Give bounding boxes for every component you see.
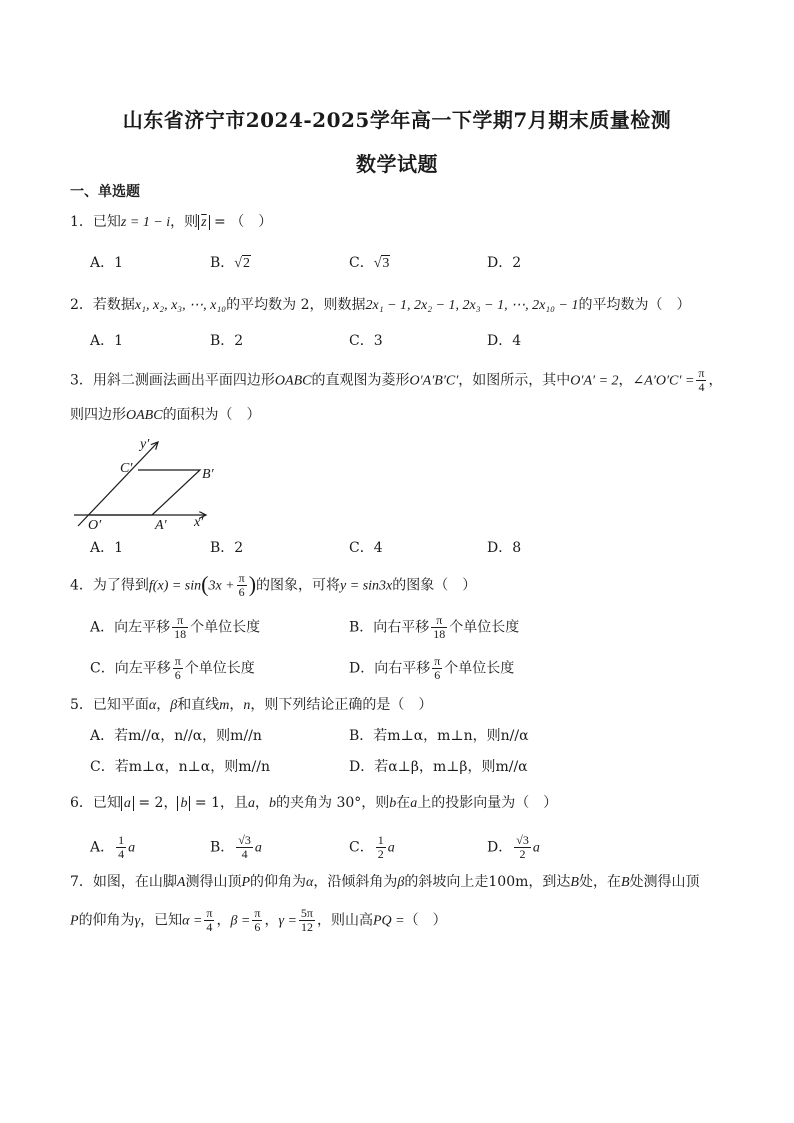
abs-vector-a: a xyxy=(121,796,134,811)
option-label: D． xyxy=(487,839,513,856)
question-text: ，则 xyxy=(170,214,199,230)
paren-right: ) xyxy=(248,571,257,597)
question-text: 则四边形 xyxy=(70,407,126,423)
sqrt-sign: √ xyxy=(373,256,382,271)
option-d[interactable] xyxy=(487,834,540,861)
separator: ， xyxy=(264,912,279,929)
question-text: 的斜坡向上走100m，到达 xyxy=(404,874,571,890)
denominator: 2 xyxy=(377,847,384,861)
option-text: C．向左平移 xyxy=(90,660,171,677)
question-text: ， xyxy=(618,372,633,389)
exam-title: 山东省济宁市2024-2025学年高一下学期7月期末质量检测 xyxy=(122,108,672,132)
option-text: A．向左平移 xyxy=(90,619,171,636)
option-a[interactable] xyxy=(90,614,260,641)
numerator: π xyxy=(698,366,705,380)
question-text: ，则山高 xyxy=(316,912,373,929)
question-text: 上的投影向量为（ ） xyxy=(417,795,558,811)
denominator: 12 xyxy=(300,920,313,934)
paren-left: ( xyxy=(201,571,209,597)
option-d[interactable]: D．若α⊥β，m⊥β，则m//α xyxy=(349,759,528,775)
option-c[interactable]: C．4 xyxy=(349,540,383,556)
option-b[interactable] xyxy=(210,253,251,274)
option-label: C． xyxy=(349,255,374,271)
option-text: B．向右平移 xyxy=(349,619,430,636)
question-number: 1． xyxy=(70,214,93,230)
denominator: 18 xyxy=(174,627,187,641)
option-c[interactable] xyxy=(90,655,255,682)
y-axis xyxy=(78,442,158,526)
abs-conj-z: $\overline{z}$ xyxy=(198,215,209,230)
question-text: = （ ） xyxy=(209,214,273,230)
point-a: A xyxy=(176,875,186,890)
quad-name: OABC xyxy=(126,408,163,423)
data-set-2: 2x₁ − 1, 2x₂ − 1, 2x₃ − 1, ⋯, 2x₁₀ − 1 xyxy=(365,298,579,313)
option-d[interactable] xyxy=(349,655,514,682)
option-text: D．向右平移 xyxy=(349,660,431,677)
separator: ， xyxy=(156,697,171,713)
vector-b: b xyxy=(389,796,397,811)
question-2 xyxy=(70,295,690,316)
vector-a: a xyxy=(410,796,418,811)
function-expr: y = sin3x xyxy=(340,578,393,594)
numerator: π xyxy=(206,906,213,920)
separator: ， xyxy=(255,795,270,811)
fraction xyxy=(236,834,253,861)
point-p: P xyxy=(241,875,251,890)
vector-b: b xyxy=(269,796,277,811)
denominator: 18 xyxy=(433,627,446,641)
option-d[interactable]: D．2 xyxy=(487,255,522,271)
question-text: 处测得山顶 xyxy=(629,874,700,890)
angle-gamma: γ xyxy=(134,913,141,929)
question-6 xyxy=(70,793,557,814)
question-number: 7． xyxy=(70,874,93,890)
option-d[interactable]: D．4 xyxy=(487,333,522,349)
question-text: ，已知 xyxy=(140,912,183,929)
option-a[interactable]: A．1 xyxy=(90,333,124,349)
rhombus-figure xyxy=(66,434,226,534)
option-b[interactable]: B．若m⊥α，m⊥n，则n//α xyxy=(349,728,529,744)
question-text: ， xyxy=(708,372,723,389)
label-a-prime: A′ xyxy=(155,518,167,533)
option-text: 个单位长度 xyxy=(190,619,261,636)
line-n: n xyxy=(243,698,251,713)
alpha-eq: α = xyxy=(182,913,203,929)
option-b[interactable] xyxy=(349,614,519,641)
denominator: 6 xyxy=(434,668,441,682)
question-text: 已知 xyxy=(92,795,121,811)
question-text: 若数据 xyxy=(92,297,135,313)
denominator: 4 xyxy=(241,847,248,861)
question-3 xyxy=(70,367,722,394)
sqrt-sign: √ xyxy=(234,256,242,271)
denominator: 4 xyxy=(118,847,125,861)
numerator: 1 xyxy=(377,833,384,847)
angle-expr: ∠A′O′C′ = xyxy=(632,373,695,389)
sqrt-value: 3 xyxy=(382,256,390,271)
vector-a: a xyxy=(254,840,262,856)
denominator: 4 xyxy=(698,380,705,394)
denominator: 6 xyxy=(174,668,181,682)
numerator: √3 xyxy=(238,833,251,847)
label-y-prime: y′ xyxy=(140,437,150,452)
fraction xyxy=(514,834,531,861)
option-b[interactable]: B．2 xyxy=(210,333,244,349)
point-p: P xyxy=(70,913,79,929)
exam-subtitle: 数学试题 xyxy=(356,152,438,176)
question-3-line2 xyxy=(70,405,261,426)
denominator: 6 xyxy=(254,920,261,934)
fraction xyxy=(431,614,447,641)
fraction xyxy=(376,834,386,861)
label-b-prime: B′ xyxy=(202,467,214,482)
question-text: 的图象（ ） xyxy=(392,577,477,594)
quad-name: OABC xyxy=(274,373,312,389)
question-text: 测得山顶 xyxy=(185,874,242,890)
option-text: 个单位长度 xyxy=(184,660,255,677)
question-text: 的平均数为（ ） xyxy=(578,297,691,313)
numerator: π xyxy=(172,614,188,628)
question-text: 处，在 xyxy=(578,874,621,890)
fraction-pi-4 xyxy=(696,367,706,394)
vector-a: a xyxy=(248,796,256,811)
question-number: 3． xyxy=(70,372,93,389)
question-number: 5． xyxy=(70,697,93,713)
fraction xyxy=(432,655,442,682)
question-text: 在 xyxy=(396,795,411,811)
question-text: 的夹角为 30°，则 xyxy=(276,795,390,811)
height-expr: PQ = xyxy=(372,913,405,929)
question-number: 6． xyxy=(70,795,93,811)
numerator: √3 xyxy=(516,833,529,847)
option-label: B． xyxy=(210,255,235,271)
option-a[interactable]: A．1 xyxy=(90,255,124,271)
option-label: A． xyxy=(90,839,115,856)
data-set-1: x₁, x₂, x₃, ⋯, x₁₀ xyxy=(134,298,227,313)
gamma-eq: γ = xyxy=(278,913,297,929)
question-number: 4． xyxy=(70,577,93,594)
option-c[interactable]: C．3 xyxy=(349,333,383,349)
numerator: π xyxy=(174,654,181,668)
question-text: 的直观图为菱形 xyxy=(311,372,410,389)
numerator: π xyxy=(254,906,261,920)
point-b: B xyxy=(620,875,630,890)
question-text: 的图象，可将 xyxy=(256,577,341,594)
fraction xyxy=(299,907,315,934)
label-x-prime: x′ xyxy=(194,515,204,530)
question-text: 的仰角为 xyxy=(250,874,307,890)
question-7-line2 xyxy=(70,907,447,934)
denominator: 6 xyxy=(238,585,245,599)
vector-a: a xyxy=(387,840,395,856)
question-text: = 2， xyxy=(133,795,178,811)
rhombus-name: O′A′B′C′ xyxy=(409,373,459,389)
rhombus-shape xyxy=(90,470,200,515)
option-a[interactable]: A．若m//α，n//α，则m//n xyxy=(90,728,262,744)
label-c-prime: C′ xyxy=(120,461,133,476)
option-d[interactable]: D．8 xyxy=(487,540,522,556)
denominator: 2 xyxy=(519,847,526,861)
question-4 xyxy=(70,572,476,599)
angle-alpha: α xyxy=(306,875,314,890)
fraction xyxy=(172,614,188,641)
option-c[interactable] xyxy=(349,253,390,274)
option-label: B． xyxy=(210,839,235,856)
fraction xyxy=(116,834,126,861)
numerator: 5π xyxy=(300,906,313,920)
plane-beta: β xyxy=(170,698,178,713)
function-expr: f(x) = sin xyxy=(148,578,202,594)
beta-eq: β = xyxy=(230,913,251,929)
question-text: 已知 xyxy=(92,214,121,230)
question-5 xyxy=(70,695,432,716)
question-text: 的平均数为 2，则数据 xyxy=(226,297,366,313)
fraction-pi-6 xyxy=(237,572,247,599)
question-text: 用斜二测画法画出平面四边形 xyxy=(92,372,275,389)
fraction xyxy=(173,655,183,682)
point-b: B xyxy=(570,875,579,890)
option-b[interactable] xyxy=(210,834,262,861)
plane-alpha: α xyxy=(148,698,157,713)
question-text: ，如图所示，其中 xyxy=(458,372,571,389)
separator: ， xyxy=(216,912,231,929)
question-text: （ ） xyxy=(404,912,447,929)
vector-a: a xyxy=(128,840,136,856)
sqrt-value: 2 xyxy=(242,256,250,271)
question-text: 的仰角为 xyxy=(78,912,135,929)
numerator: 1 xyxy=(118,833,125,847)
option-text: 个单位长度 xyxy=(444,660,515,677)
option-a[interactable]: A．1 xyxy=(90,540,124,556)
fraction xyxy=(204,907,214,934)
question-text: 和直线 xyxy=(177,697,220,713)
numerator: π xyxy=(434,654,441,668)
separator: ， xyxy=(229,697,244,713)
option-a[interactable] xyxy=(90,834,135,861)
question-1 xyxy=(70,212,272,233)
question-7 xyxy=(70,872,700,893)
question-text: ，沿倾斜角为 xyxy=(313,874,398,890)
abs-vector-b: b xyxy=(177,796,190,811)
question-text: ，则下列结论正确的是（ ） xyxy=(250,697,433,713)
question-text: 的面积为（ ） xyxy=(162,407,261,423)
option-text: 个单位长度 xyxy=(449,619,520,636)
question-text: 如图，在山脚 xyxy=(92,874,177,890)
option-label: C． xyxy=(349,839,374,856)
section-heading: 一、单选题 xyxy=(70,184,140,200)
option-c[interactable]: C．若m⊥α，n⊥α，则m//n xyxy=(90,759,270,775)
numerator: π xyxy=(238,571,245,585)
side-length: O′A′ = 2 xyxy=(570,373,619,389)
numerator: π xyxy=(431,614,447,628)
question-text: = 1，且 xyxy=(190,795,249,811)
option-c[interactable] xyxy=(349,834,395,861)
vector-a: a xyxy=(532,840,540,856)
question-number: 2． xyxy=(70,297,93,313)
fraction xyxy=(252,907,262,934)
angle-beta: β xyxy=(397,875,405,890)
option-b[interactable]: B．2 xyxy=(210,540,244,556)
math-expr: z = 1 − i xyxy=(120,215,171,230)
label-o-prime: O′ xyxy=(88,518,102,533)
question-text: 为了得到 xyxy=(92,577,149,594)
denominator: 4 xyxy=(206,920,213,934)
line-m: m xyxy=(219,698,230,713)
inner-expr: 3x + xyxy=(208,578,235,594)
question-text: 已知平面 xyxy=(92,697,149,713)
